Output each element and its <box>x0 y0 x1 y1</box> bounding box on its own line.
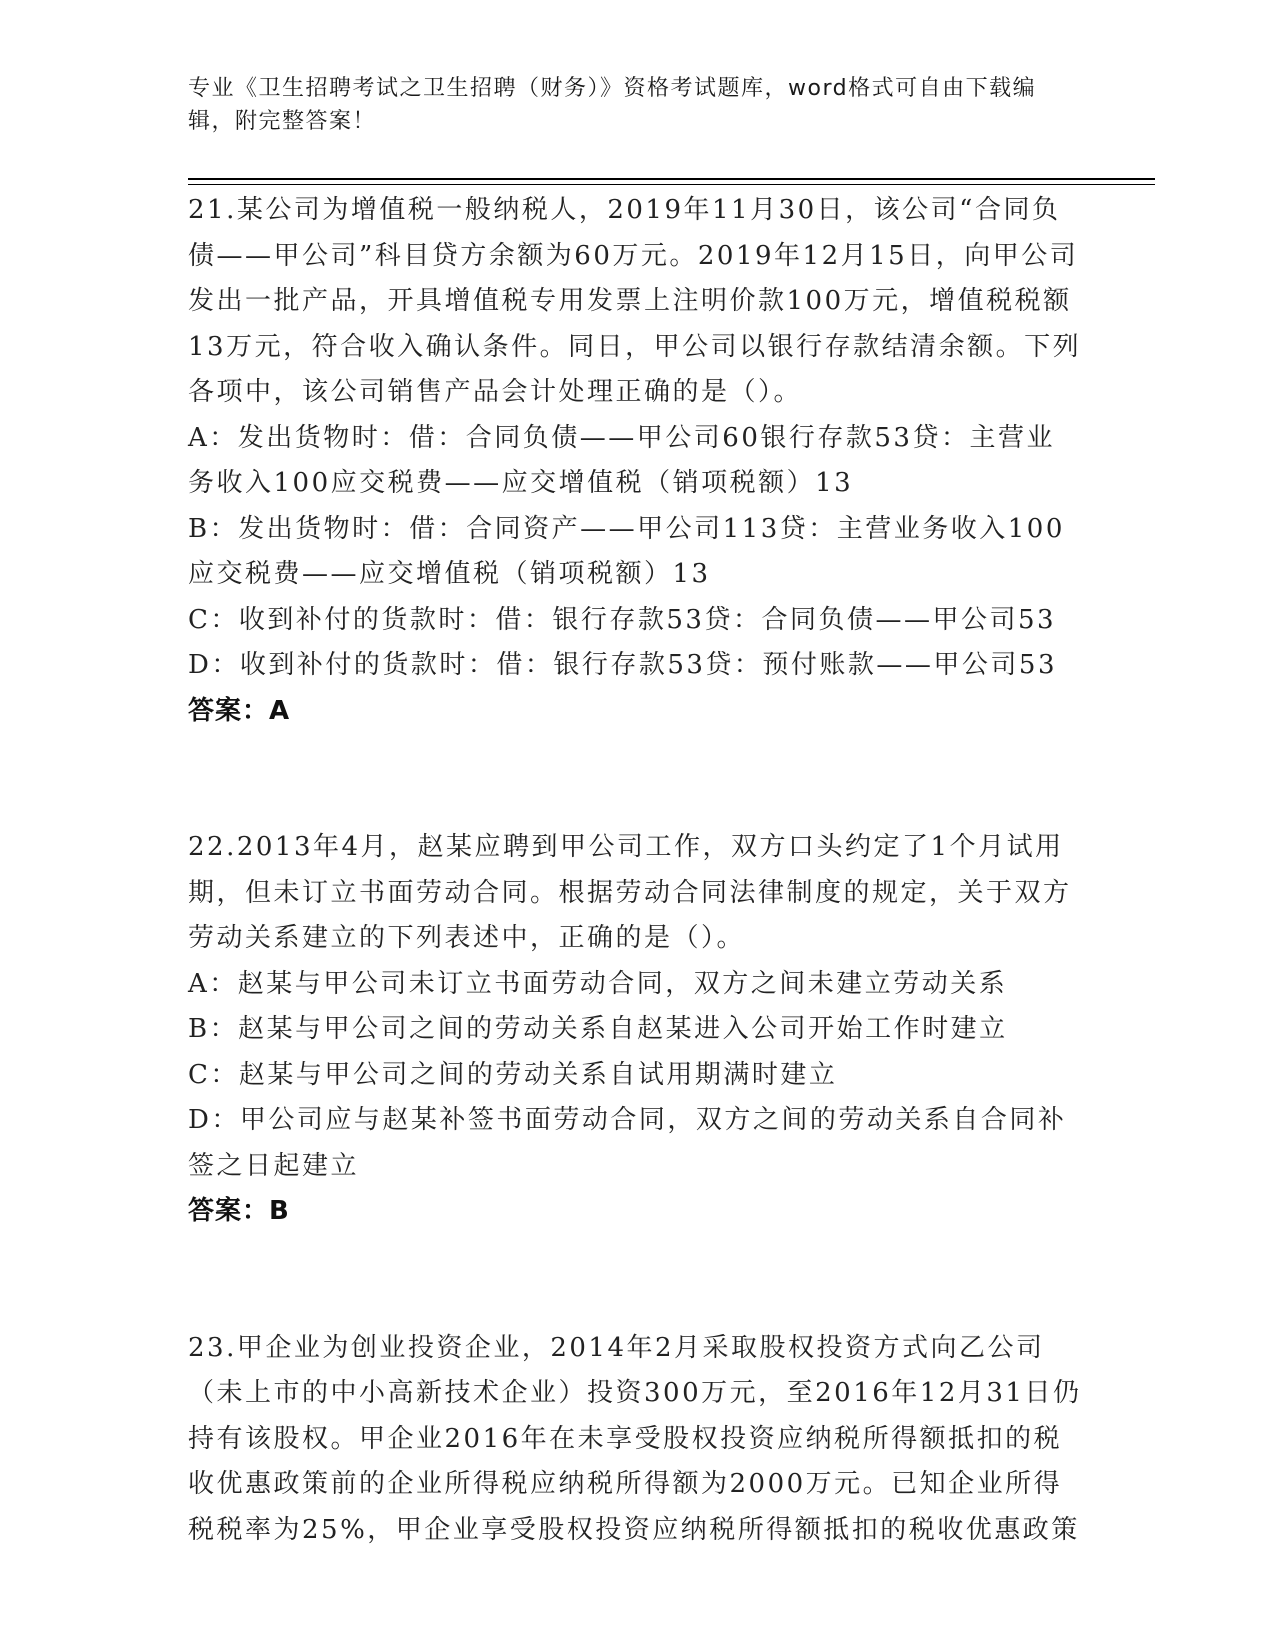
question-spacer <box>188 734 1083 825</box>
header-divider-thin <box>188 184 1155 185</box>
option-d: D：收到补付的货款时：借：银行存款53贷：预付账款——甲公司53 <box>188 650 1058 680</box>
option-a: A：赵某与甲公司未订立书面劳动合同，双方之间未建立劳动关系 <box>188 968 1008 999</box>
question-stem: 23.甲企业为创业投资企业，2014年2月采取股权投资方式向乙公司（未上市的中小高新技术企业）投资300万元，至2016年12月31日仍持有该股权。甲企业2016年在未享受股权投资应纳税所得额抵扣的税收优惠政策前的企业所得税应纳税所得额为2000万元。已知企业所得税税率为25%，甲企业享受股权投资应纳税所得额抵扣的税收优惠政策 <box>188 1332 1082 1545</box>
option-c: C：收到补付的货款时：借：银行存款53贷：合同负债——甲公司53 <box>188 604 1057 635</box>
option-b: B：发出货物时：借：合同资产——甲公司113贷：主营业务收入100应交税费——应交增值税（销项税额）13 <box>188 513 1065 589</box>
question-22 <box>188 825 1083 1235</box>
question-list <box>188 188 1083 1553</box>
question-23 <box>188 1326 1083 1554</box>
answer-label: 答案：A <box>188 695 291 726</box>
option-c: C：赵某与甲公司之间的劳动关系自试用期满时建立 <box>188 1059 838 1090</box>
document-header: 专业《卫生招聘考试之卫生招聘（财务）》资格考试题库，word格式可自由下载编辑，附完整答案！ <box>188 76 1037 134</box>
question-stem: 22.2013年4月，赵某应聘到甲公司工作，双方口头约定了1个月试用期，但未订立书面劳动合同。根据劳动合同法律制度的规定，关于双方劳动关系建立的下列表述中，正确的是（）。 <box>188 832 1072 953</box>
answer-label: 答案：B <box>188 1196 290 1226</box>
header-divider <box>188 178 1155 180</box>
option-a: A：发出货物时：借：合同负债——甲公司60银行存款53贷：主营业务收入100应交税费——应交增值税（销项税额）13 <box>188 422 1055 498</box>
option-d: D：甲公司应与赵某补签书面劳动合同，双方之间的劳动关系自合同补签之日起建立 <box>188 1105 1067 1181</box>
option-b: B：赵某与甲公司之间的劳动关系自赵某进入公司开始工作时建立 <box>188 1014 1008 1044</box>
question-spacer <box>188 1235 1083 1326</box>
question-stem: 21.某公司为增值税一般纳税人，2019年11月30日，该公司“合同负债——甲公司”科目贷方余额为60万元。2019年12月15日，向甲公司发出一批产品，开具增值税专用发票上注明价款100万元，增值税税额13万元，符合收入确认条件。同日，甲公司以银行存款结清余额。下列各项中，该公司销售产品会计处理正确的是（）。 <box>188 195 1082 407</box>
question-21 <box>188 188 1083 734</box>
